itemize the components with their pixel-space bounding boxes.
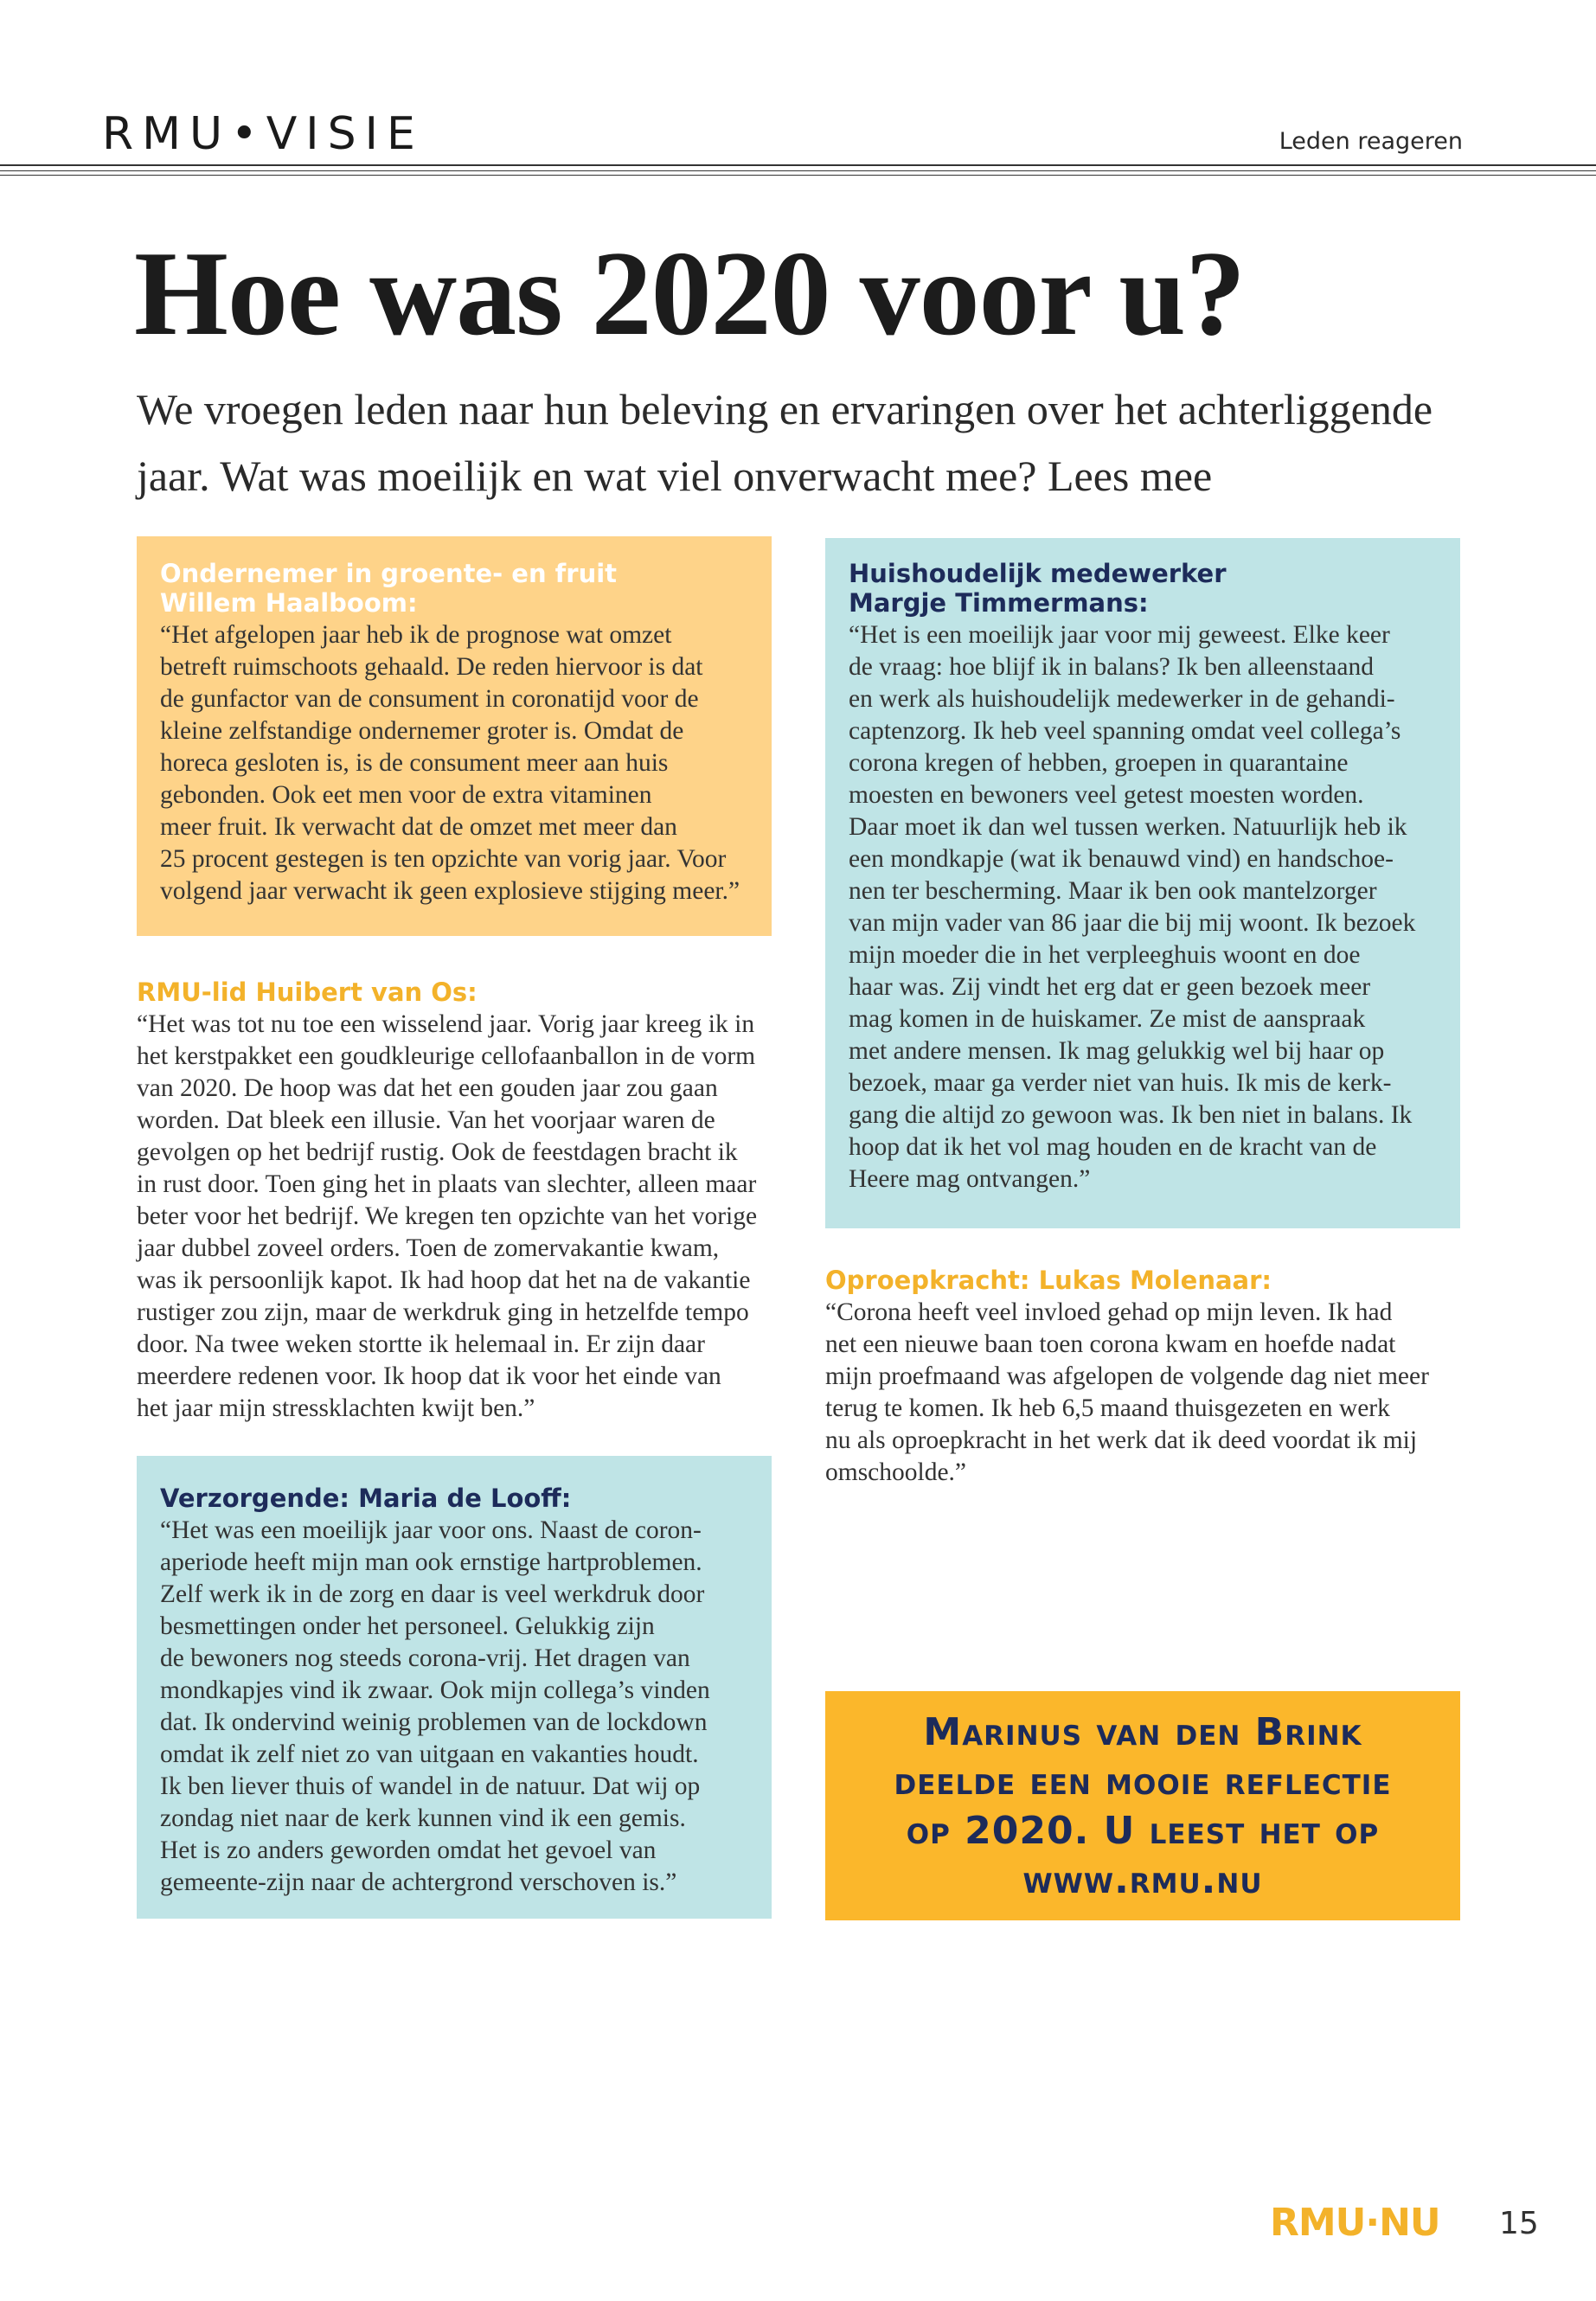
page-title: Hoe was 2020 voor u? [134, 227, 1246, 361]
callout-line: op 2020. U leest het op [906, 1808, 1380, 1853]
rmu-nu-logo: RMU·NU [1270, 2201, 1440, 2245]
quote-body: “Het was een moeilijk jaar voor ons. Naast de coron- aperiode heeft mijn man ook ernstige hartproblemen. Zelf werk ik in de zorg en daar is veel werkdruk door besmettingen onder het personeel. Gelukkig zijn de bewoners nog steeds corona-vrij. Het dragen van mondkapjes vind ik zwaar. Ook mijn collega’s vinden dat. Ik ondervind weinig problemen van de lockdown omdat ik zelf niet zo van uitgaan en vakanties houdt. Ik ben liever thuis of wandel in de natuur. Dat wij op zondag niet naar de kerk kunnen vind ik een gemis. Het is zo anders geworden omdat het gevoel van gemeente-zijn naar de achtergrond verschoven is.” [160, 1516, 710, 1896]
section-label: Leden reageren [1279, 128, 1463, 155]
quote-body: “Het afgelopen jaar heb ik de prognose wat omzet betreft ruimschoots gehaald. De reden hiervoor is dat de gunfactor van de consument in coronatijd voor de kleine zelfstandige ondernemer groter is. Omdat de horeca gesloten is, is de consument meer aan huis gebonden. Ook eet men voor de extra vitaminen meer fruit. Ik verwacht dat de omzet met meer dan 25 procent gestegen is ten opzichte van vorig jaar. Voor volgend jaar verwacht ik geen explosieve stijging meer.” [160, 621, 740, 905]
page-number: 15 [1499, 2206, 1539, 2241]
quote-body: “Corona heeft veel invloed gehad op mijn leven. Ik had net een nieuwe baan toen corona kwam en hoefde nadat mijn proefmaand was afgelopen de volgende dag niet meer terug te komen. Ik heb 6,5 maand thuisgezeten en werk nu als oproepkracht in het werk dat ik deed voordat ik mij omschoolde.” [825, 1298, 1429, 1486]
callout-line: Marinus van den Brink [923, 1709, 1362, 1754]
quote-card-huibert [137, 977, 777, 1425]
quote-heading: Oproepkracht: Lukas Molenaar: [825, 1266, 1272, 1295]
header-rule [0, 164, 1596, 166]
quote-card-margje [825, 538, 1460, 1228]
quote-card-lukas [825, 1266, 1465, 1489]
quote-heading: Ondernemer in groente- en fruit [160, 559, 618, 588]
intro-text: We vroegen leden naar hun beleving en ervaringen over het achterliggende jaar. Wat was moeilijk en wat viel onverwacht mee? Lees mee [137, 385, 1433, 500]
masthead-logo: RMU•VISIE [102, 108, 424, 160]
header-rule [0, 175, 1596, 176]
callout-line: deelde een mooie reflectie [894, 1759, 1392, 1804]
quote-author: Willem Haalboom: [160, 588, 418, 618]
quote-heading: Verzorgende: Maria de Looff: [160, 1484, 572, 1513]
quote-card-willem [137, 536, 772, 936]
quote-author: Margje Timmermans: [849, 588, 1149, 618]
quote-heading: RMU-lid Huibert van Os: [137, 977, 478, 1007]
header-rule [0, 170, 1596, 171]
quote-body: “Het was tot nu toe een wisselend jaar. Vorig jaar kreeg ik in het kerstpakket een goudkleurige cellofaanballon in de vorm van 2020. De hoop was dat het een gouden jaar zou gaan worden. Dat bleek een illusie. Van het voorjaar waren de gevolgen op het bedrijf rustig. Ook de feestdagen bracht ik in rust door. Toen ging het in plaats van slechter, alleen maar beter voor het bedrijf. We kregen ten opzichte van het vorige jaar dubbel zoveel orders. Toen de zomervakantie kwam, was ik persoonlijk kapot. Ik had hoop dat het na de vakantie rustiger zou zijn, maar de werkdruk ging in hetzelfde tempo door. Na twee weken stortte ik helemaal in. Er zijn daar meerdere redenen voor. Ik hoop dat ik voor het einde van het jaar mijn stressklachten kwijt ben.” [137, 1010, 758, 1422]
callout-box [825, 1691, 1460, 1920]
callout-link[interactable]: www.rmu.nu [1022, 1857, 1263, 1902]
quote-card-maria [137, 1456, 772, 1919]
quote-body: “Het is een moeilijk jaar voor mij geweest. Elke keer de vraag: hoe blijf ik in balans? Ik ben alleenstaand en werk als huishoudelijk medewerker in de gehandi- captenzorg. Ik heb veel spanning omdat veel collega’s corona kregen of hebben, groepen in quarantaine moesten en bewoners veel getest moesten worden. Daar moet ik dan wel tussen werken. Natuurlijk heb ik een mondkapje (wat ik benauwd vind) en handschoe- nen ter bescherming. Maar ik ben ook mantelzorger van mijn vader van 86 jaar die bij mij woont. Ik bezoek mijn moeder die in het verpleeghuis woont en doe haar was. Zij vindt het erg dat er geen bezoek meer mag komen in de huiskamer. Ze mist de aanspraak met andere mensen. Ik mag gelukkig wel bij haar op bezoek, maar ga verder niet van huis. Ik mis de kerk- gang die altijd zo gewoon was. Ik ben niet in balans. Ik hoop dat ik het vol mag houden en de kracht van de Heere mag ontvangen.” [849, 621, 1416, 1193]
quote-heading: Huishoudelijk medewerker [849, 559, 1227, 588]
